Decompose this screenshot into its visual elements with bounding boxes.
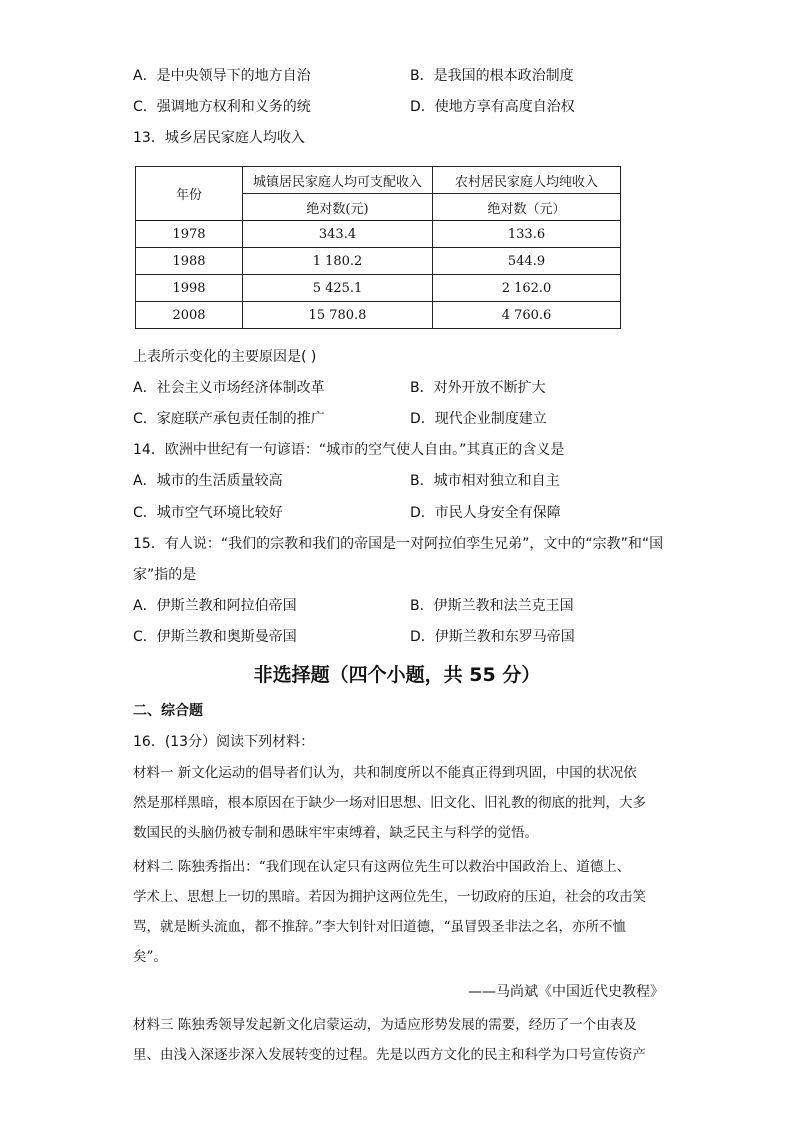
material-3-line: 里、由浅入深逐步深入发展转变的过程。先是以西方文化的民主和科学为口号宣传资产 [133,1047,646,1063]
material-1-line: 数国民的头脑仍被专制和愚昧牢牢束缚着，缺乏民主与科学的觉悟。 [133,825,538,841]
q13-title: 13．城乡居民家庭人均收入 [133,130,305,146]
q12-option-d[interactable]: D．使地方享有高度自治权 [410,99,575,115]
table-header-year: 年份 [136,167,243,221]
material-1-line: 然是那样黑暗，根本原因在于缺少一场对旧思想、旧文化、旧礼教的彻底的批判，大多 [133,795,646,811]
material-2-line: 矣”。 [133,949,167,965]
table-cell-urban: 343.4 [243,221,433,248]
table-cell-rural: 2 162.0 [433,275,621,302]
q15-stem-line2: 家”指的是 [133,567,197,583]
table-row [136,275,621,302]
q13-option-d[interactable]: D．现代企业制度建立 [410,411,547,427]
q15-option-a[interactable]: A．伊斯兰教和阿拉伯帝国 [133,598,297,614]
q14-option-d[interactable]: D．市民人身安全有保障 [410,505,561,521]
q13-option-a[interactable]: A．社会主义市场经济体制改革 [133,380,325,396]
q16-stem: 16．(13分）阅读下列材料： [133,734,315,750]
material-2-source: ——马尚斌《中国近代史教程》 [468,984,664,1000]
section-title: 二、综合题 [133,703,203,719]
table-cell-year: 1998 [136,275,243,302]
table-cell-rural: 4 760.6 [433,302,621,329]
q14-option-b[interactable]: B．城市相对独立和自主 [410,473,560,489]
q15-stem-line1: 15．有人说：“我们的宗教和我们的帝国是一对阿拉伯孪生兄弟”，文中的“宗教”和“国 [133,536,664,552]
table-cell-urban: 1 180.2 [243,248,433,275]
q14-stem: 14．欧洲中世纪有一句谚语：“城市的空气使人自由。”其真正的含义是 [133,442,565,458]
table-cell-year: 1988 [136,248,243,275]
table-row [136,302,621,329]
table-cell-rural: 544.9 [433,248,621,275]
table-cell-rural: 133.6 [433,221,621,248]
q13-option-c[interactable]: C．家庭联产承包责任制的推广 [133,411,325,427]
table-cell-year: 2008 [136,302,243,329]
q15-option-d[interactable]: D．伊斯兰教和东罗马帝国 [410,629,575,645]
material-2-line: 材料二 陈独秀指出：“我们现在认定只有这两位先生可以救治中国政治上、道德上、 [133,859,631,875]
table-header-rural: 农村居民家庭人均纯收入 [433,167,621,194]
part2-heading: 非选择题（四个小题，共 55 分） [253,664,541,686]
q12-option-c[interactable]: C．强调地方权利和义务的统 [133,99,311,115]
table-header-urban: 城镇居民家庭人均可支配收入 [243,167,433,194]
material-3-line: 材料三 陈独秀领导发起新文化启蒙运动，为适应形势发展的需要，经历了一个由表及 [133,1017,637,1033]
material-2-line: 学术上、思想上一切的黑暗。若因为拥护这两位先生，一切政府的压迫，社会的攻击笑 [133,889,646,905]
q12-option-b[interactable]: B．是我国的根本政治制度 [410,68,574,84]
material-2-line: 骂，就是断头流血，都不推辞。”李大钊针对旧道德，“虽冒毁圣非法之名，亦所不恤 [133,919,627,935]
table-row [136,221,621,248]
table-subheader-rural: 绝对数（元） [433,194,621,221]
q14-option-c[interactable]: C．城市空气环境比较好 [133,505,283,521]
q15-option-c[interactable]: C．伊斯兰教和奥斯曼帝国 [133,629,297,645]
q13-option-b[interactable]: B．对外开放不断扩大 [410,380,546,396]
q15-option-b[interactable]: B．伊斯兰教和法兰克王国 [410,598,574,614]
table-cell-year: 1978 [136,221,243,248]
table-cell-urban: 15 780.8 [243,302,433,329]
q12-option-a[interactable]: A．是中央领导下的地方自治 [133,68,311,84]
q13-question: 上表所示变化的主要原因是( ) [133,349,317,365]
table-row [136,248,621,275]
income-table [135,166,621,329]
material-1-line: 材料一 新文化运动的倡导者们认为，共和制度所以不能真正得到巩固，中国的状况依 [133,765,637,781]
table-subheader-urban: 绝对数(元) [243,194,433,221]
q14-option-a[interactable]: A．城市的生活质量较高 [133,473,283,489]
table-cell-urban: 5 425.1 [243,275,433,302]
